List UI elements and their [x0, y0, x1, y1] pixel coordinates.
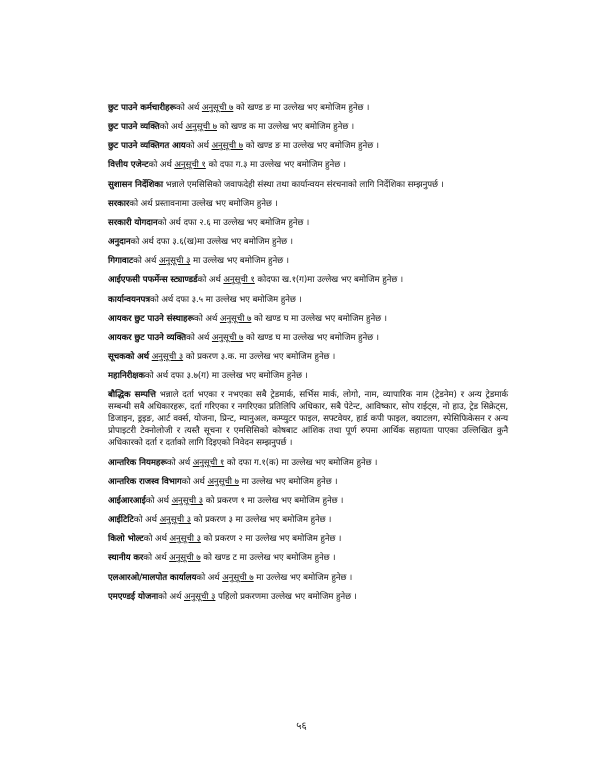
schedule-reference: अनुसूची ७ — [207, 476, 239, 487]
definition-item — [108, 515, 508, 527]
definition-text: को अर्थ — [133, 515, 160, 526]
definition-text: को अर्थ दफा ३.६(ख)मा उल्लेख भए बमोजिम हुनेछ । — [130, 237, 293, 248]
definition-term: गिगावाट — [108, 256, 134, 267]
definition-text: को प्रकरण ३.क. मा उल्लेख भए बमोजिम हुनेछ । — [183, 352, 336, 363]
definition-item — [108, 592, 508, 604]
definition-text: को अर्थ — [158, 591, 184, 602]
definition-term: एमएण्डई योजना — [108, 591, 159, 602]
definitions-list — [108, 103, 508, 611]
definition-item — [108, 237, 508, 249]
schedule-reference: अनुसूची ७ — [211, 141, 243, 152]
definition-text: को खण्ड घ मा उल्लेख भए बमोजिम हुनेछ । — [251, 313, 387, 324]
schedule-reference: अनुसूची १ — [223, 275, 255, 286]
schedule-reference: अनुसूची ७ — [169, 553, 201, 564]
definition-term: छुट पाउने कर्मचारीहरू — [108, 103, 177, 113]
definition-item — [108, 314, 508, 326]
definition-text: को खण्ड ट मा उल्लेख भए बमोजिम हुनेछ । — [200, 553, 336, 564]
definition-item — [108, 573, 508, 585]
page-number: ५६ — [296, 721, 307, 732]
definition-item — [108, 458, 508, 470]
schedule-reference: अनुसूची ३ — [169, 534, 201, 545]
definition-item — [108, 160, 508, 172]
definition-term: आईआरआई — [108, 495, 146, 506]
definition-item — [108, 390, 508, 449]
definition-term: आयकर छुट पाउने व्यक्ति — [108, 332, 187, 343]
definition-text: को प्रकरण २ मा उल्लेख भए बमोजिम हुनेछ । — [200, 534, 342, 545]
definition-term: किलो भोल्ट — [108, 534, 144, 545]
definition-item — [108, 122, 508, 134]
definition-text: मा उल्लेख भए बमोजिम हुनेछ । — [253, 572, 353, 583]
schedule-reference: अनुसूची १ — [192, 457, 225, 468]
definition-term: आईटिटि — [108, 515, 134, 526]
definition-text: को अर्थ — [196, 572, 223, 583]
definition-text: को अर्थ — [197, 275, 224, 286]
definition-text: भन्नाले दर्ता भएका र नभएका सबै ट्रेडमार्क, सर्भिस मार्क, लोगो, नाम, व्यापारिक नाम (ट्रेडनेम) र अन्य ट्रेडमार्क सम्बन्धी सबै अधिकारहरू, दर्ता गरिएका र नगरिएका प्रतिलिपि अधिकार, सबै पेटेन्ट, आविष्कार, सोप राईट्स, नो हाउ, ट्रेड सिक्रेट्स, डिजाइन, ड्रइङ, आर्ट वर्क्स, योजना, प्रिन्ट, म्यानुअल, कम्प्युटर फाइल, सफ्टवेयर, हार्ड कपी फाइल, क्याटलग, स्पेसिफिकेसन र अन्य प्रोपाइटरी टेक्नोलोजी र त्यस्तै सूचना र एमसिसिको कोषबाट आंशिक तथा पूर्ण रुपमा आर्थिक सहायता पाएका उल्लिखित कुनै अधिकारको दर्ता र दर्ताको लागि दिइएको निवेदन सम्झनुपर्छ । — [108, 390, 508, 448]
definition-text: को अर्थ — [176, 103, 202, 113]
schedule-reference: अनुसूची ७ — [211, 332, 244, 343]
definition-text: को अर्थ दफा ३.५ मा उल्लेख भए बमोजिम हुनेछ । — [149, 294, 302, 305]
definition-text: मा उल्लेख भए बमोजिम हुनेछ । — [190, 256, 289, 267]
schedule-reference: अनुसूची ७ — [201, 103, 234, 113]
definition-text: को अर्थ — [145, 495, 172, 506]
definition-text: को अर्थ — [186, 332, 212, 343]
definition-item — [108, 295, 508, 307]
definition-text: को दफा ग.१(क) मा उल्लेख भए बमोजिम हुनेछ । — [224, 457, 378, 468]
definition-term: सरकार — [108, 198, 130, 209]
definition-item — [108, 534, 508, 546]
definition-item — [108, 553, 508, 565]
definition-term: सूचकको अर्थ — [108, 352, 150, 363]
definition-term: स्थानीय कर — [108, 553, 144, 564]
definition-term: आन्तरिक नियमहरू — [108, 457, 167, 468]
definition-item — [108, 199, 508, 211]
definition-text: पहिलो प्रकरणमा उल्लेख भए बमोजिम हुनेछ । — [215, 591, 357, 602]
schedule-reference: अनुसूची ३ — [171, 495, 203, 506]
definition-text: को अर्थ — [133, 256, 159, 267]
definition-text: को अर्थ — [185, 141, 212, 152]
definition-term: महानिरीक्षक — [108, 371, 145, 382]
schedule-reference: अनुसूची ७ — [185, 122, 217, 133]
definition-text: को अर्थ — [181, 476, 208, 487]
definition-term: आईएफसी पफर्मेन्स स्ट्याण्डर्ड — [108, 275, 198, 286]
definition-text: को प्रकरण ३ मा उल्लेख भए बमोजिम हुनेछ । — [191, 515, 332, 526]
definition-text: मा उल्लेख भए बमोजिम हुनेछ । — [238, 476, 338, 487]
definition-text: भन्नाले एमसिसिको जवाफदेही संस्था तथा कार्यान्वयन संरचनाको लागि निर्देशिका सम्झनुपर्छ । — [163, 179, 444, 190]
schedule-reference: अनुसूची ३ — [159, 515, 192, 526]
definition-term: अनुदान — [108, 237, 131, 248]
schedule-reference: अनुसूची ३ — [158, 256, 191, 267]
definition-text: को अर्थ — [194, 313, 220, 324]
definition-term: आन्तरिक राजस्व विभाग — [108, 476, 182, 487]
definition-text: को खण्ड ङ मा उल्लेख भए बमोजिम हुनेछ । — [242, 141, 379, 152]
definition-term: एलआरओ/मालपोत कार्यालय — [108, 572, 197, 583]
definition-item — [108, 333, 508, 345]
definition-item — [108, 477, 508, 489]
definition-term: सरकारी योगदान — [108, 217, 158, 228]
definition-item — [108, 371, 508, 383]
definition-text: को अर्थ — [166, 457, 193, 468]
definition-item — [108, 496, 508, 508]
definition-term: सुशासन निर्देशिका — [108, 179, 164, 190]
definition-text: को खण्ड क मा उल्लेख भए बमोजिम हुनेछ । — [216, 122, 355, 133]
definition-term: वित्तीय एजेन्ट — [108, 160, 149, 171]
definition-term: बौद्धिक सम्पत्ति — [108, 390, 156, 401]
schedule-reference: अनुसूची ३ — [151, 352, 184, 363]
definition-text: को अर्थ — [159, 122, 186, 133]
definition-text: को खण्ड ङ मा उल्लेख भए बमोजिम हुनेछ । — [233, 103, 370, 113]
definition-item — [108, 141, 508, 153]
definition-text: को अर्थ दफा २.६ मा उल्लेख भए बमोजिम हुनेछ । — [157, 217, 310, 228]
definition-text: को खण्ड घ मा उल्लेख भए बमोजिम हुनेछ । — [243, 332, 379, 343]
definition-term: आयकर छुट पाउने संस्थाहरू — [108, 313, 195, 324]
definition-item — [108, 103, 508, 115]
definition-term: छुट पाउने व्यक्तिगत आय — [108, 141, 186, 152]
definition-text: को अर्थ — [143, 553, 170, 564]
definition-text: को अर्थ — [143, 534, 170, 545]
schedule-reference: अनुसूची ३ — [183, 591, 216, 602]
definition-item — [108, 275, 508, 287]
definition-term: छुट पाउने व्यक्ति — [108, 122, 160, 133]
definition-item — [108, 352, 508, 364]
definition-text: को प्रकरण १ मा उल्लेख भए बमोजिम हुनेछ । — [203, 495, 344, 506]
definition-item — [108, 180, 508, 192]
definition-text: को अर्थ प्रस्तावनामा उल्लेख भए बमोजिम हुनेछ । — [129, 198, 278, 209]
definition-item — [108, 256, 508, 268]
definition-text: कोदफा ख.१(ग)मा उल्लेख भए बमोजिम हुनेछ । — [254, 275, 404, 286]
definition-text: को अर्थ — [148, 160, 175, 171]
definition-item — [108, 218, 508, 230]
schedule-reference: अनुसूची ७ — [222, 572, 254, 583]
definition-term: कार्यान्वयनपत्र — [108, 294, 150, 305]
schedule-reference: अनुसूची ७ — [219, 313, 252, 324]
schedule-reference: अनुसूची १ — [174, 160, 206, 171]
definition-text: को अर्थ दफा ३.७(ग) मा उल्लेख भए बमोजिम हुनेछ । — [144, 371, 308, 382]
definition-text: को दफा ग.३ मा उल्लेख भए बमोजिम हुनेछ । — [205, 160, 346, 171]
